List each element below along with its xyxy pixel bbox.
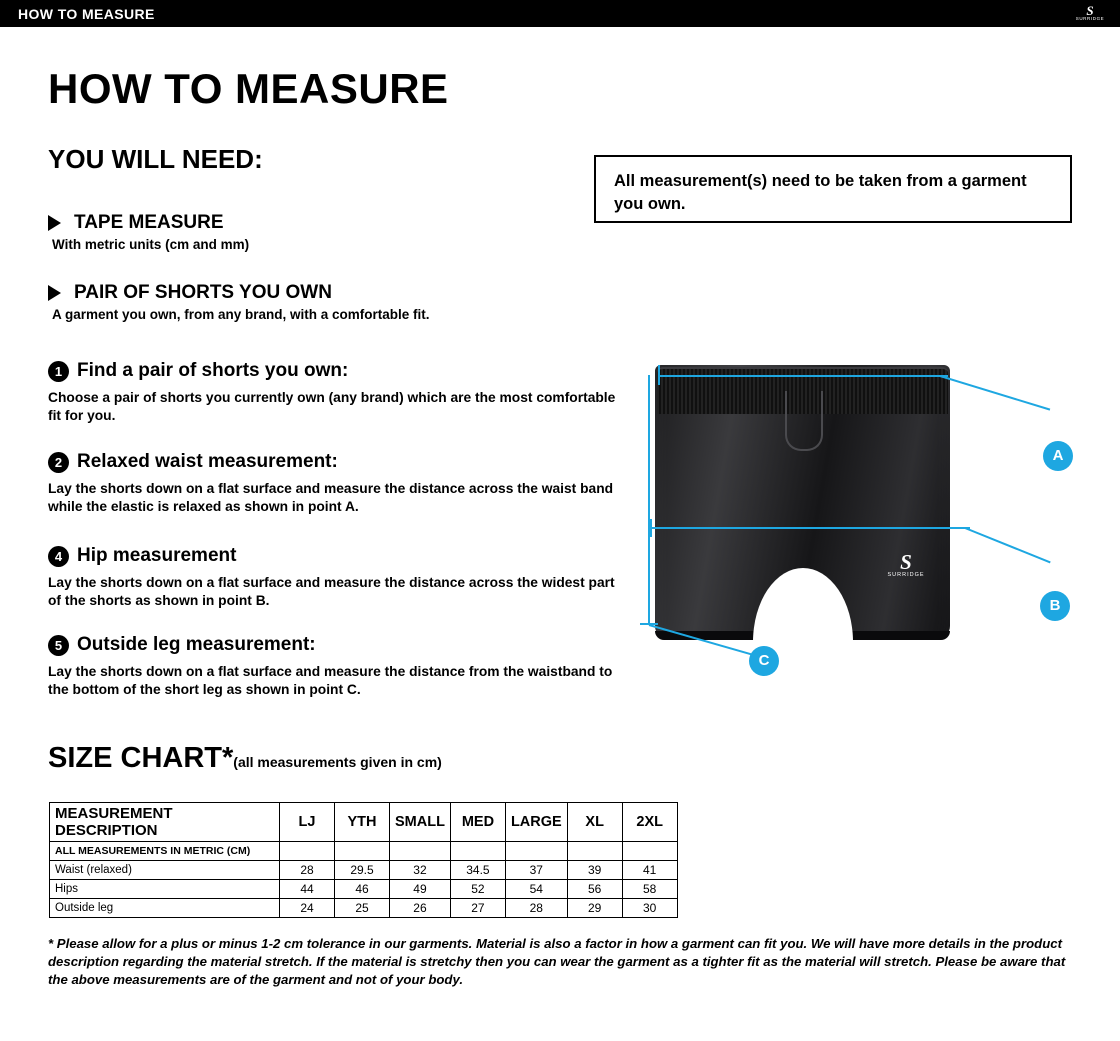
logo-brand-text: SURRIDGE (1075, 16, 1105, 21)
cell-value: 28 (505, 899, 567, 918)
callout-dot-c: C (749, 646, 779, 676)
shorts-logo-mark: S (900, 550, 912, 574)
top-bar (0, 0, 1120, 27)
cell-value: 58 (622, 880, 677, 899)
metric-blank-cell (567, 842, 622, 861)
document-page (0, 27, 1120, 1041)
shorts-drawstring (785, 391, 823, 451)
cell-value: 32 (390, 861, 451, 880)
metric-blank-cell (280, 842, 335, 861)
metric-blank-cell (505, 842, 567, 861)
step-body: Choose a pair of shorts you currently own (any brand) which are the most comfortable fit for you. (48, 390, 616, 423)
cell-value: 46 (335, 880, 390, 899)
step-number-badge: 2 (48, 452, 69, 473)
cell-value: 26 (390, 899, 451, 918)
triangle-bullet-icon (48, 215, 61, 231)
callout-text: All measurement(s) need to be taken from a garment you own. (614, 172, 1027, 213)
metric-blank-cell (390, 842, 451, 861)
cell-value: 29 (567, 899, 622, 918)
measure-leader-a (940, 375, 1051, 411)
surridge-logo (1068, 1, 1112, 26)
measure-line-c (648, 375, 650, 625)
step-title: Outside leg measurement: (77, 634, 316, 655)
column-header-xl: XL (567, 803, 622, 842)
step-body: Lay the shorts down on a flat surface and measure the distance from the waistband to the bottom of the short leg as shown in point C. (48, 664, 613, 697)
column-header-med: MED (450, 803, 505, 842)
measure-leader-b (965, 527, 1051, 563)
table-row (50, 899, 678, 918)
page-title: HOW TO MEASURE (48, 65, 449, 112)
cell-value: 44 (280, 880, 335, 899)
shorts-logo-name: SURRIDGE (887, 572, 925, 578)
cell-value: 49 (390, 880, 451, 899)
cell-value: 54 (505, 880, 567, 899)
table-row (50, 861, 678, 880)
need-item-title: PAIR OF SHORTS YOU OWN (74, 282, 332, 303)
size-chart-heading (48, 742, 442, 775)
top-bar-title: HOW TO MEASURE (18, 6, 155, 22)
metric-note-cell: ALL MEASUREMENTS IN METRIC (CM) (50, 842, 280, 861)
cell-value: 52 (450, 880, 505, 899)
garment-diagram (620, 327, 1080, 687)
measure-line-a (658, 375, 948, 377)
callout-box (594, 155, 1072, 223)
footnote-text: * Please allow for a plus or minus 1-2 cm tolerance in our garments. Material is also a factor in how a garment can fit you. We will have more details in the product description regarding the material stretch. If the material is stretchy then you can wear the garment as a tighter fit as the material will stretch. Please be aware that the above measurements are of the garment and not of your body. (48, 936, 1066, 987)
step-number-badge: 4 (48, 546, 69, 567)
need-item-subtitle: A garment you own, from any brand, with a comfortable fit. (52, 307, 430, 322)
cell-value: 41 (622, 861, 677, 880)
column-header-2xl: 2XL (622, 803, 677, 842)
measure-line-b (650, 527, 970, 529)
column-header-description: MEASUREMENT DESCRIPTION (50, 803, 280, 842)
table-header-row (50, 803, 678, 842)
cell-value: 25 (335, 899, 390, 918)
column-header-large: LARGE (505, 803, 567, 842)
row-label-hips: Hips (50, 880, 280, 899)
step-body: Lay the shorts down on a flat surface and measure the distance across the widest part of the shorts as shown in point B. (48, 575, 615, 608)
size-chart-table (49, 802, 678, 918)
table-row-metric-note (50, 842, 678, 861)
shorts-brand-logo (884, 552, 928, 578)
step-body: Lay the shorts down on a flat surface and measure the distance across the waist band while the elastic is relaxed as shown in point A. (48, 481, 614, 514)
step-number-badge: 5 (48, 635, 69, 656)
measure-tick-a-left (658, 365, 660, 385)
triangle-bullet-icon (48, 285, 61, 301)
cell-value: 30 (622, 899, 677, 918)
cell-value: 56 (567, 880, 622, 899)
metric-blank-cell (622, 842, 677, 861)
metric-blank-cell (335, 842, 390, 861)
cell-value: 34.5 (450, 861, 505, 880)
size-chart-title-note: (all measurements given in cm) (233, 754, 442, 770)
logo-mark: S (1086, 3, 1094, 18)
step-number-badge: 1 (48, 361, 69, 382)
step-title: Hip measurement (77, 545, 237, 566)
shorts-image (655, 365, 950, 640)
metric-blank-cell (450, 842, 505, 861)
need-item-subtitle: With metric units (cm and mm) (52, 237, 250, 252)
row-label-waist: Waist (relaxed) (50, 861, 280, 880)
step-title: Find a pair of shorts you own: (77, 360, 349, 381)
cell-value: 37 (505, 861, 567, 880)
column-header-small: SMALL (390, 803, 451, 842)
cell-value: 39 (567, 861, 622, 880)
callout-dot-b: B (1040, 591, 1070, 621)
cell-value: 28 (280, 861, 335, 880)
shorts-hem-right (850, 631, 950, 640)
cell-value: 24 (280, 899, 335, 918)
callout-dot-a: A (1043, 441, 1073, 471)
step-title: Relaxed waist measurement: (77, 451, 338, 472)
cell-value: 27 (450, 899, 505, 918)
measure-tick-b-left (650, 519, 652, 537)
cell-value: 29.5 (335, 861, 390, 880)
table-row (50, 880, 678, 899)
need-item-title: TAPE MEASURE (74, 212, 224, 233)
row-label-outside-leg: Outside leg (50, 899, 280, 918)
column-header-lj: LJ (280, 803, 335, 842)
size-chart-title-text: SIZE CHART* (48, 742, 234, 774)
column-header-yth: YTH (335, 803, 390, 842)
you-will-need-heading: YOU WILL NEED: (48, 144, 263, 174)
